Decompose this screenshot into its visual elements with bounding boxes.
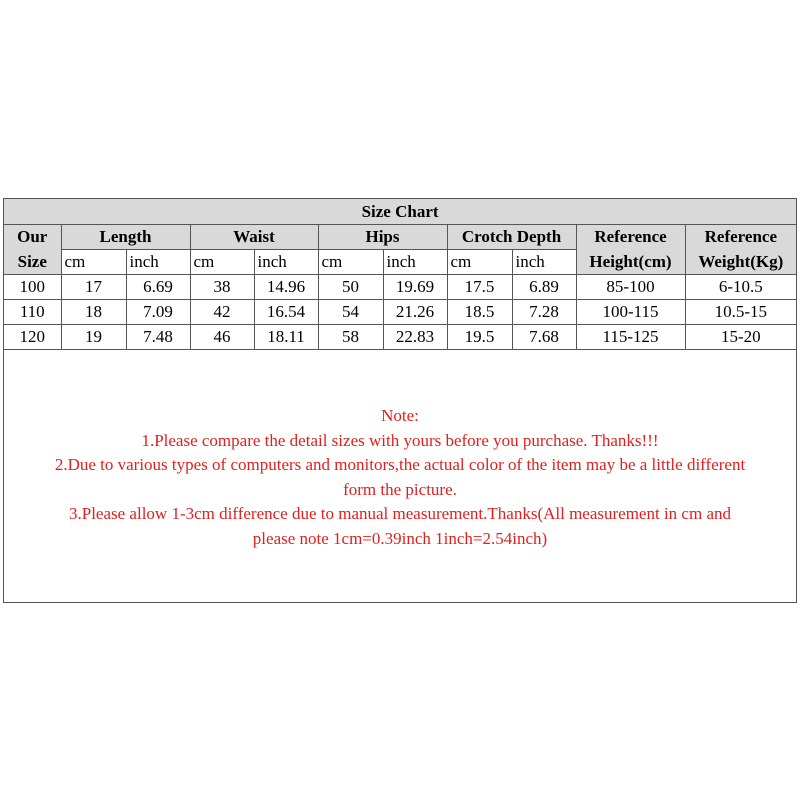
our-size-header: Our: [4, 225, 61, 250]
table-cell: 14.96: [254, 275, 318, 300]
table-cell: 50: [318, 275, 383, 300]
table-row: [4, 275, 796, 300]
chart-title: Size Chart: [4, 199, 796, 225]
table-cell: 15-20: [685, 325, 796, 350]
table-cell: 54: [318, 300, 383, 325]
table-cell: 58: [318, 325, 383, 350]
table-cell: 18.11: [254, 325, 318, 350]
unit-cm: cm: [318, 250, 383, 275]
our-size-header-line2: Size: [4, 250, 61, 275]
table-cell: 46: [190, 325, 254, 350]
table-cell: 110: [4, 300, 61, 325]
table-cell: 6.89: [512, 275, 576, 300]
unit-cm: cm: [447, 250, 512, 275]
table-cell: 85-100: [576, 275, 685, 300]
table-cell: 6.69: [126, 275, 190, 300]
note-heading: Note:: [381, 406, 419, 425]
table-cell: 22.83: [383, 325, 447, 350]
table-cell: 7.28: [512, 300, 576, 325]
unit-cm: cm: [190, 250, 254, 275]
table-row: [4, 325, 796, 350]
reference-height-header: Reference: [576, 225, 685, 250]
unit-inch: inch: [383, 250, 447, 275]
table-cell: 38: [190, 275, 254, 300]
table-cell: 7.48: [126, 325, 190, 350]
note-block: [4, 404, 796, 551]
unit-inch: inch: [512, 250, 576, 275]
table-cell: 19.69: [383, 275, 447, 300]
table-cell: 120: [4, 325, 61, 350]
table-cell: 21.26: [383, 300, 447, 325]
table-cell: 17.5: [447, 275, 512, 300]
size-chart-table: [4, 199, 796, 350]
table-cell: 18.5: [447, 300, 512, 325]
note-line-2: 2.Due to various types of computers and monitors,the actual color of the item may be a little different: [54, 455, 746, 474]
note-line-3-continued: please note 1cm=0.39inch 1inch=2.54inch): [252, 528, 548, 548]
table-cell: 115-125: [576, 325, 685, 350]
hips-header: Hips: [318, 225, 447, 250]
length-header: Length: [61, 225, 190, 250]
table-cell: 19.5: [447, 325, 512, 350]
table-cell: 7.09: [126, 300, 190, 325]
table-cell: 100-115: [576, 300, 685, 325]
table-cell: 42: [190, 300, 254, 325]
note-line-1: 1.Please compare the detail sizes with yours before you purchase. Thanks!!!: [141, 430, 659, 450]
waist-header: Waist: [190, 225, 318, 250]
note-line-2-continued: form the picture.: [343, 479, 457, 499]
table-cell: 100: [4, 275, 61, 300]
table-cell: 7.68: [512, 325, 576, 350]
crotch-depth-header: Crotch Depth: [447, 225, 576, 250]
table-cell: 17: [61, 275, 126, 300]
table-cell: 6-10.5: [685, 275, 796, 300]
table-cell: 10.5-15: [685, 300, 796, 325]
reference-weight-header-line2: Weight(Kg): [685, 250, 796, 275]
reference-weight-header: Reference: [685, 225, 796, 250]
table-cell: 16.54: [254, 300, 318, 325]
unit-cm: cm: [61, 250, 126, 275]
unit-inch: inch: [126, 250, 190, 275]
size-chart: [3, 198, 797, 603]
table-row: [4, 300, 796, 325]
note-line-3: 3.Please allow 1-3cm difference due to manual measurement.Thanks(All measurement in cm and: [69, 504, 731, 523]
reference-height-header-line2: Height(cm): [576, 250, 685, 275]
table-cell: 19: [61, 325, 126, 350]
table-cell: 18: [61, 300, 126, 325]
unit-inch: inch: [254, 250, 318, 275]
